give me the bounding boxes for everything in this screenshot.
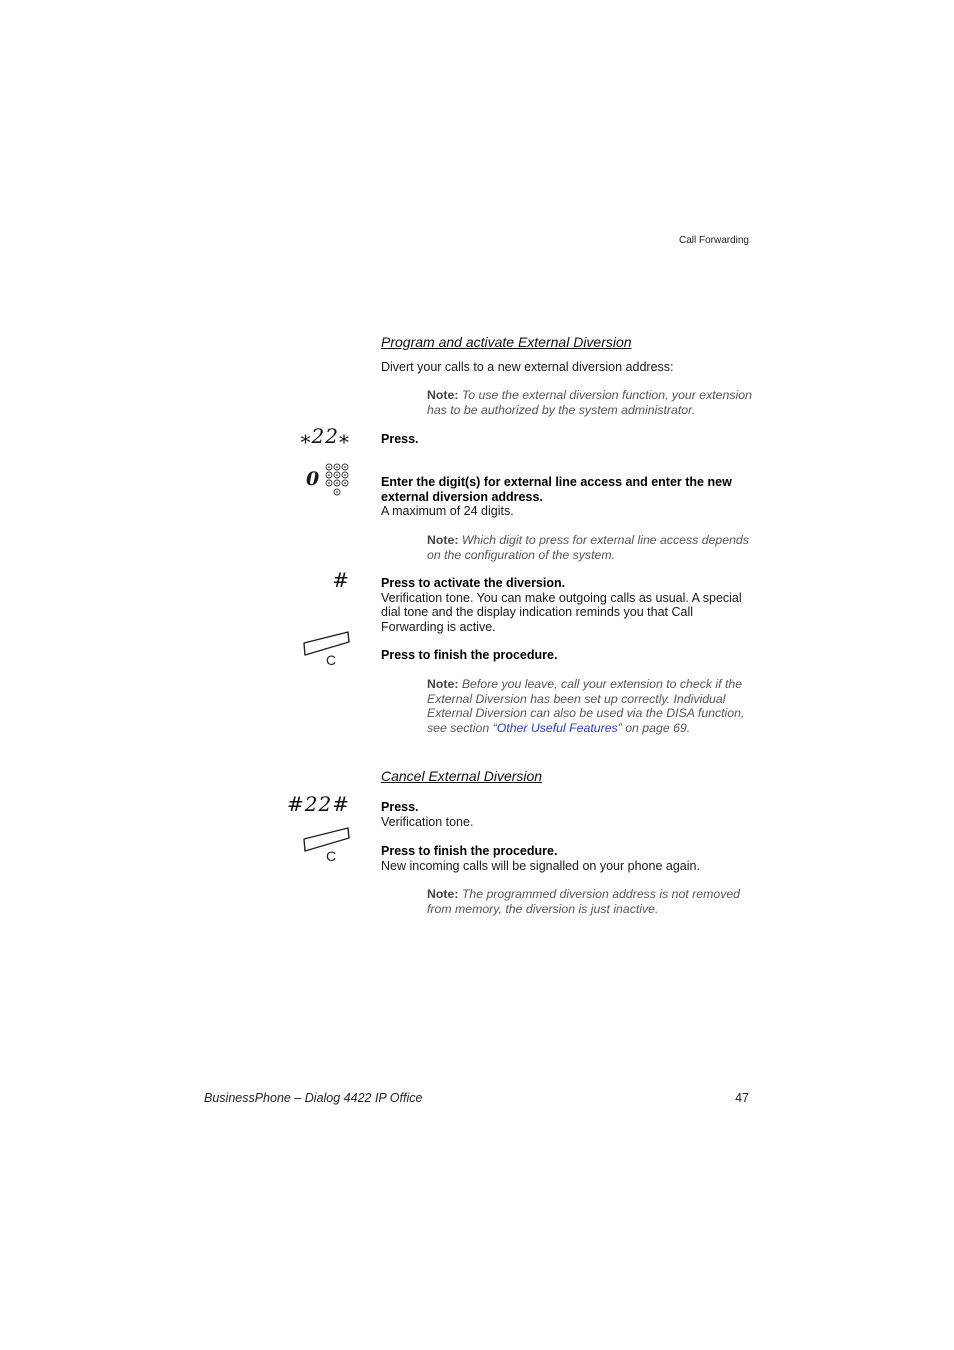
hash-22-hash-key-icon: #22# <box>287 792 350 816</box>
star-22-star-key-icon: ⁎22⁎ <box>300 424 350 448</box>
page-number: 47 <box>735 1091 749 1105</box>
note-memory <box>427 887 752 916</box>
step-finish <box>381 648 751 663</box>
footer-title: BusinessPhone – Dialog 4422 IP Office <box>204 1091 423 1105</box>
section-heading-program: Program and activate External Diversion <box>381 334 632 350</box>
step-title: Press. <box>381 800 419 814</box>
note-check-diversion <box>427 677 752 735</box>
note-label: Note: <box>427 388 459 402</box>
clear-key-label: C <box>326 652 337 668</box>
note-label: Note: <box>427 887 459 901</box>
note-text: The programmed diversion address is not removed from memory, the diversion is just inactive. <box>427 887 741 916</box>
section-heading-cancel: Cancel External Diversion <box>381 768 543 784</box>
step-title: Enter the digit(s) for external line access and enter the new external diversion address. <box>381 475 732 504</box>
step-activate <box>381 576 751 634</box>
note-line-access <box>427 533 752 562</box>
step-cancel-finish <box>381 844 751 873</box>
note-label: Note: <box>427 533 459 547</box>
step-text: Verification tone. <box>381 814 474 829</box>
step-title: Press to finish the procedure. <box>381 844 558 858</box>
step-enter-digits <box>381 475 751 519</box>
note-text-end: ” on page 69. <box>617 720 691 735</box>
step-text: A maximum of 24 digits. <box>381 504 514 519</box>
note-text: Which digit to press for external line access depends on the configuration of the system. <box>427 533 749 562</box>
keypad-icon <box>324 462 352 498</box>
step-text: New incoming calls will be signalled on your phone again. <box>381 858 700 873</box>
step-title: Press. <box>381 432 419 446</box>
note-text: Before you leave, call your extension to check if the External Diversion has been set up correctly. Individual External Diversion can also be used via the DISA function, see section “ <box>427 677 745 735</box>
running-header: Call Forwarding <box>678 235 749 246</box>
note-authorization <box>427 388 752 417</box>
hash-key-icon: # <box>332 568 350 592</box>
step-text: Verification tone. You can make outgoing calls as usual. A special dial tone and the display indication reminds you that Call Forwarding is active. <box>381 590 742 634</box>
intro-text: Divert your calls to a new external diversion address: <box>381 360 674 374</box>
note-label: Note: <box>427 677 459 691</box>
digit-zero-key-icon: 0 <box>306 468 320 490</box>
note-text: To use the external diversion function, your extension has to be authorized by the system administrator. <box>427 388 752 417</box>
clear-key-label: C <box>326 848 337 864</box>
section-link[interactable]: Other Useful Features <box>496 720 618 735</box>
step-title: Press to finish the procedure. <box>381 648 558 662</box>
step-title: Press to activate the diversion. <box>381 576 566 590</box>
step-press <box>381 432 751 447</box>
step-cancel-press <box>381 800 751 829</box>
